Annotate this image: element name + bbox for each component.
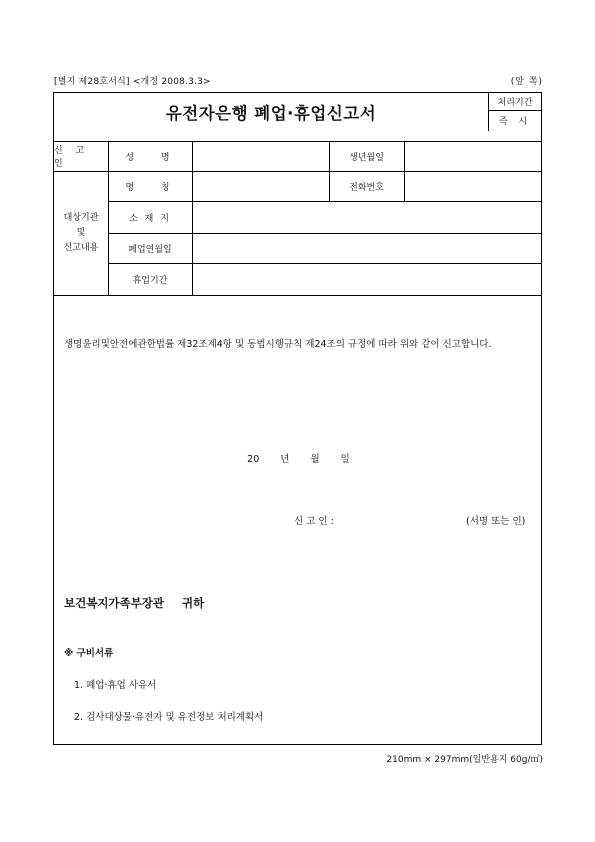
signature-note: (서명 또는 인) <box>466 516 526 527</box>
declaration-text: 생명윤리및안전에관한법률 제32조제4항 및 동법시행규칙 제24조의 규정에 따라 위와 같이 신고합니다. <box>64 339 492 350</box>
target-section-line: 신고내용 <box>63 242 99 253</box>
birth-date-field[interactable] <box>404 141 541 171</box>
closure-date-label: 폐업연월일 <box>128 244 172 255</box>
addressee: 보건복지가족부장관 귀하 <box>64 596 205 610</box>
institution-name-field[interactable] <box>192 171 329 201</box>
phone-label: 전화번호 <box>349 182 384 193</box>
reporter-section-label: 신 고 인 <box>54 146 90 169</box>
suspension-period-label: 휴업기간 <box>132 275 168 286</box>
target-section-line: 대상기관 <box>63 212 99 223</box>
form-number: [별지 제28호서식] <개정 2008.3.3> <box>54 77 211 87</box>
suspension-period-field[interactable] <box>192 263 541 295</box>
name-field[interactable] <box>192 141 329 171</box>
form-title: 유전자은행 폐업·휴업신고서 <box>165 104 377 123</box>
rule <box>54 295 541 296</box>
closure-date-field[interactable] <box>192 233 541 263</box>
phone-field[interactable] <box>404 171 541 201</box>
page-side: (앞 쪽) <box>510 77 543 87</box>
processing-period-value: 즉 시 <box>498 116 532 127</box>
paper-spec: 210mm × 297mm(일반용지 60g/㎡) <box>386 755 543 765</box>
address-label: 소 재 지 <box>129 213 171 224</box>
required-document-item: 1. 폐업·휴업 사유서 <box>74 680 157 691</box>
required-documents-heading: ※ 구비서류 <box>64 648 114 659</box>
date-line: 20 년 월 일 <box>247 454 350 465</box>
target-section-line: 및 <box>76 227 86 238</box>
processing-period-label: 처리기간 <box>489 93 541 111</box>
institution-name-label: 명 칭 <box>125 182 175 193</box>
target-section-label <box>54 171 108 295</box>
required-document-item: 2. 검사대상물·유전자 및 유전정보 처리계획서 <box>74 712 264 723</box>
birth-date-label: 생년월일 <box>349 152 384 163</box>
report-form <box>53 92 542 745</box>
address-field[interactable] <box>192 201 541 233</box>
processing-period-box <box>488 93 541 131</box>
signature-label: 신 고 인 : <box>294 516 334 527</box>
name-label: 성 명 <box>125 152 175 163</box>
